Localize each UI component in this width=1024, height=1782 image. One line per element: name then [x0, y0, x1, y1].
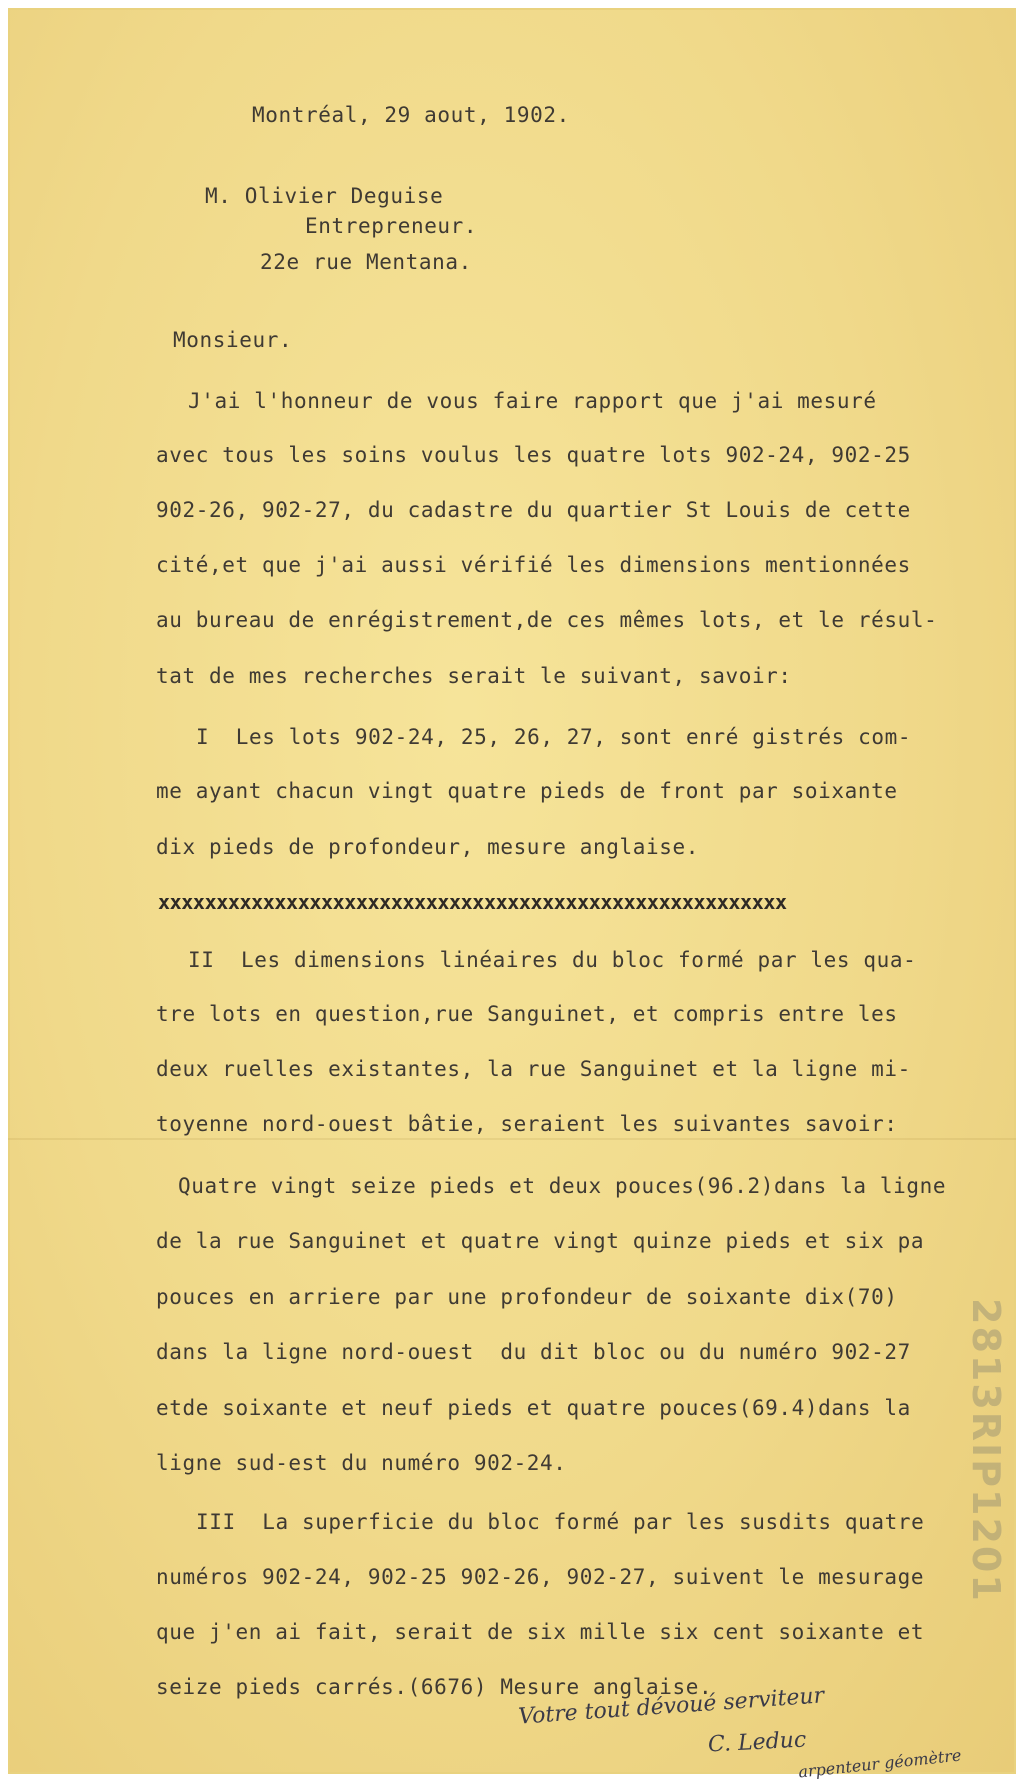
- recipient-title: Entrepreneur.: [305, 214, 478, 238]
- body-line: au bureau de enrégistrement,de ces mêmes lots, et le résul-: [156, 608, 938, 632]
- body-line: seize pieds carrés.(6676) Mesure anglaise.: [156, 1675, 713, 1699]
- body-line: me ayant chacun vingt quatre pieds de front par soixante: [156, 779, 898, 803]
- handwritten-signature-title: arpenteur géomètre: [797, 1745, 963, 1782]
- body-line: II Les dimensions linéaires du bloc formé par les qua-: [188, 948, 917, 972]
- body-line: etde soixante et neuf pieds et quatre pouces(69.4)dans la: [156, 1396, 911, 1420]
- body-line: dans la ligne nord-ouest du dit bloc ou du numéro 902-27: [156, 1340, 911, 1364]
- letter-page: [8, 8, 1016, 1782]
- body-line: tat de mes recherches serait le suivant, savoir:: [156, 664, 792, 688]
- body-line: que j'en ai fait, serait de six mille six cent soixante et: [156, 1620, 925, 1644]
- body-line: cité,et que j'ai aussi vérifié les dimensions mentionnées: [156, 553, 911, 577]
- recipient-address: 22e rue Mentana.: [260, 250, 472, 274]
- body-line: toyenne nord-ouest bâtie, seraient les suivantes savoir:: [156, 1112, 898, 1136]
- body-line: I Les lots 902-24, 25, 26, 27, sont enré gistrés com-: [196, 725, 912, 749]
- handwritten-closing: Votre tout dévoué serviteur: [517, 1683, 825, 1730]
- body-line: 902-26, 902-27, du cadastre du quartier St Louis de cette: [156, 498, 911, 522]
- body-line: deux ruelles existantes, la rue Sanguinet et la ligne mi-: [156, 1057, 911, 1081]
- salutation: Monsieur.: [173, 328, 293, 352]
- body-line: Quatre vingt seize pieds et deux pouces(96.2)dans la ligne: [178, 1174, 947, 1198]
- body-line: tre lots en question,rue Sanguinet, et compris entre les: [156, 1002, 898, 1026]
- dateline: Montréal, 29 aout, 1902.: [252, 103, 570, 127]
- archive-stamp: 2813RIP1201: [964, 1298, 1008, 1603]
- body-line: avec tous les soins voulus les quatre lots 902-24, 902-25: [156, 443, 911, 467]
- handwritten-signature: C. Leduc: [707, 1727, 807, 1758]
- body-line: III La superficie du bloc formé par les susdits quatre: [196, 1510, 925, 1534]
- body-line: de la rue Sanguinet et quatre vingt quinze pieds et six pa: [156, 1229, 925, 1253]
- body-line: numéros 902-24, 902-25 902-26, 902-27, suivent le mesurage: [156, 1565, 925, 1589]
- recipient-name: M. Olivier Deguise: [205, 184, 444, 208]
- body-line: pouces en arriere par une profondeur de soixante dix(70): [156, 1285, 898, 1309]
- body-line: dix pieds de profondeur, mesure anglaise.: [156, 835, 699, 859]
- body-line: ligne sud-est du numéro 902-24.: [156, 1451, 567, 1475]
- struck-out-line: xxxxxxxxxxxxxxxxxxxxxxxxxxxxxxxxxxxxxxxxxxxxxxxxxxxxxx: [158, 890, 787, 914]
- body-line: J'ai l'honneur de vous faire rapport que j'ai mesuré: [188, 389, 877, 413]
